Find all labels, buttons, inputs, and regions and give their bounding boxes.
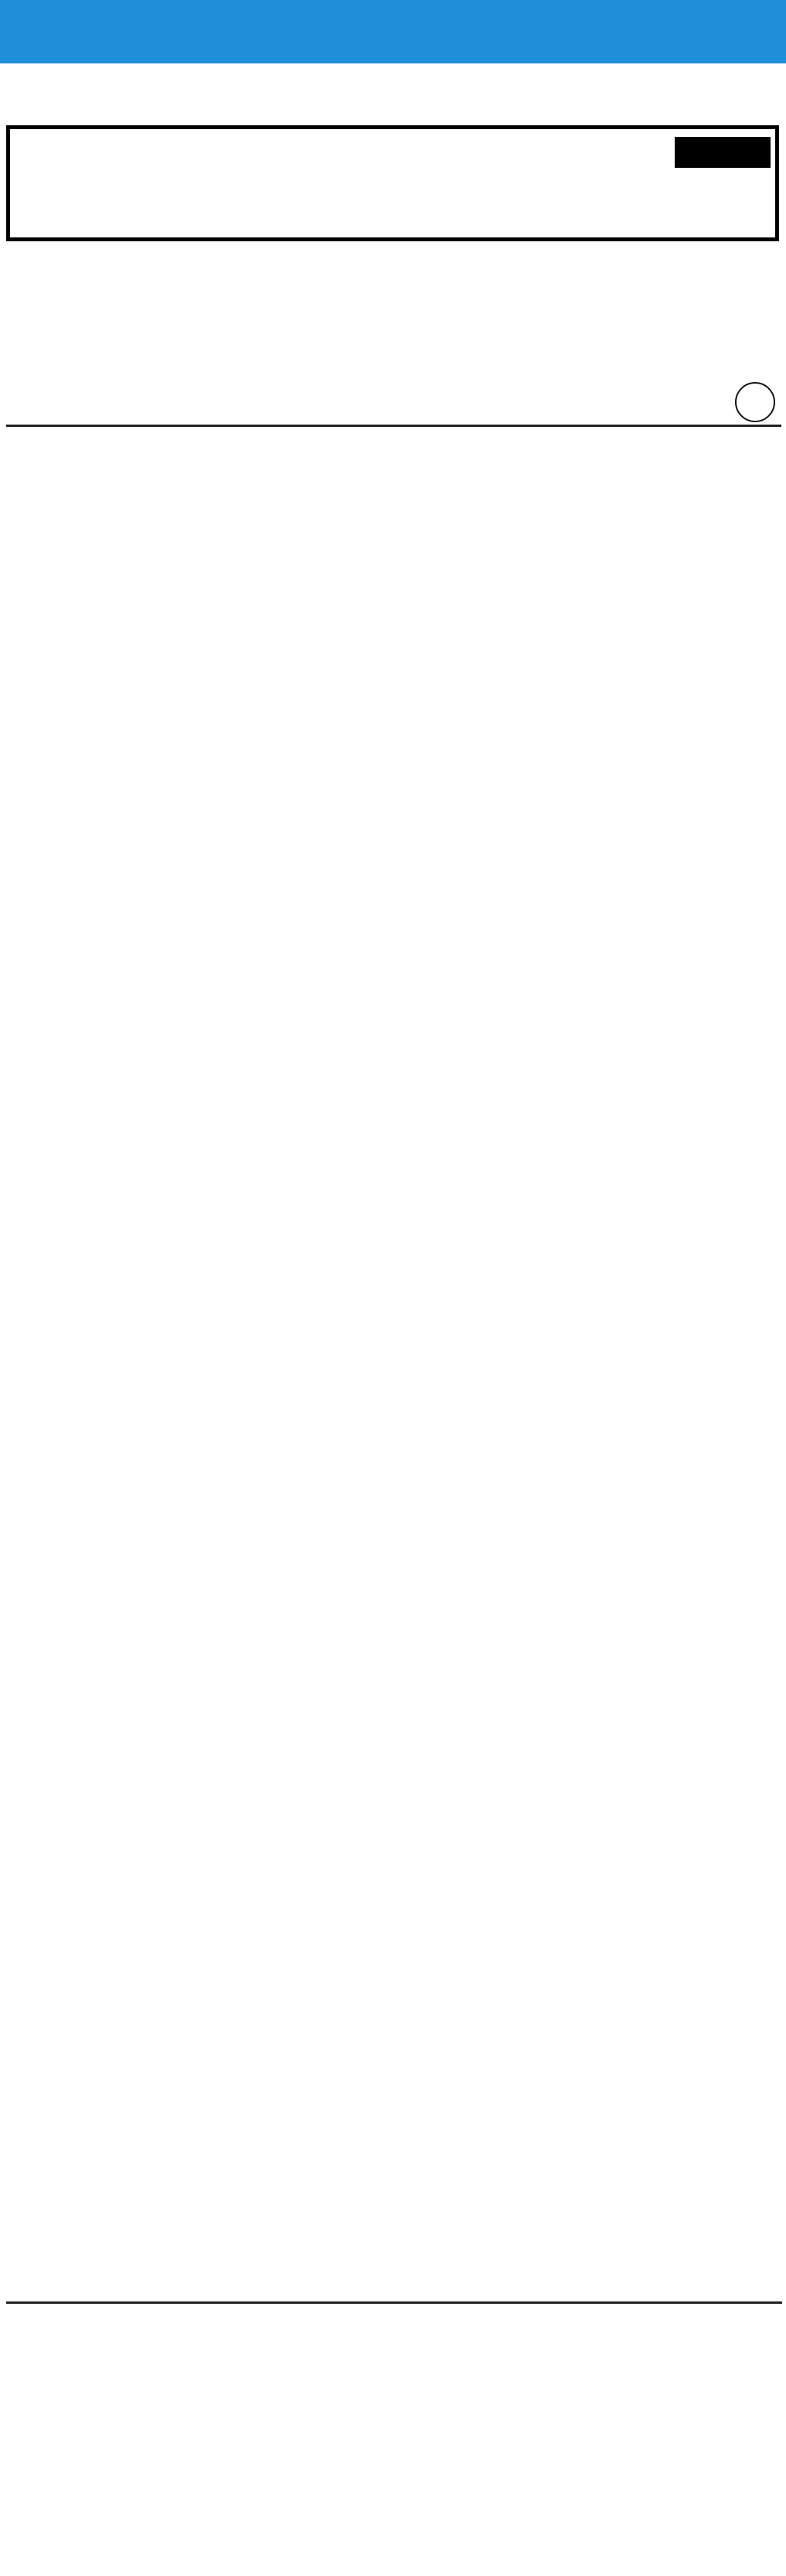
tv-channel-badge xyxy=(675,137,771,168)
divider xyxy=(6,2301,782,2304)
rpr-badge xyxy=(735,382,775,422)
age-weight xyxy=(757,326,771,355)
header-bar xyxy=(0,0,786,63)
trainer-owner-line xyxy=(241,393,247,417)
race-header-box xyxy=(6,125,779,241)
divider xyxy=(6,425,781,427)
runner-row xyxy=(0,317,786,427)
jockey-silk-icon xyxy=(8,325,94,421)
cap-icon xyxy=(100,328,127,357)
